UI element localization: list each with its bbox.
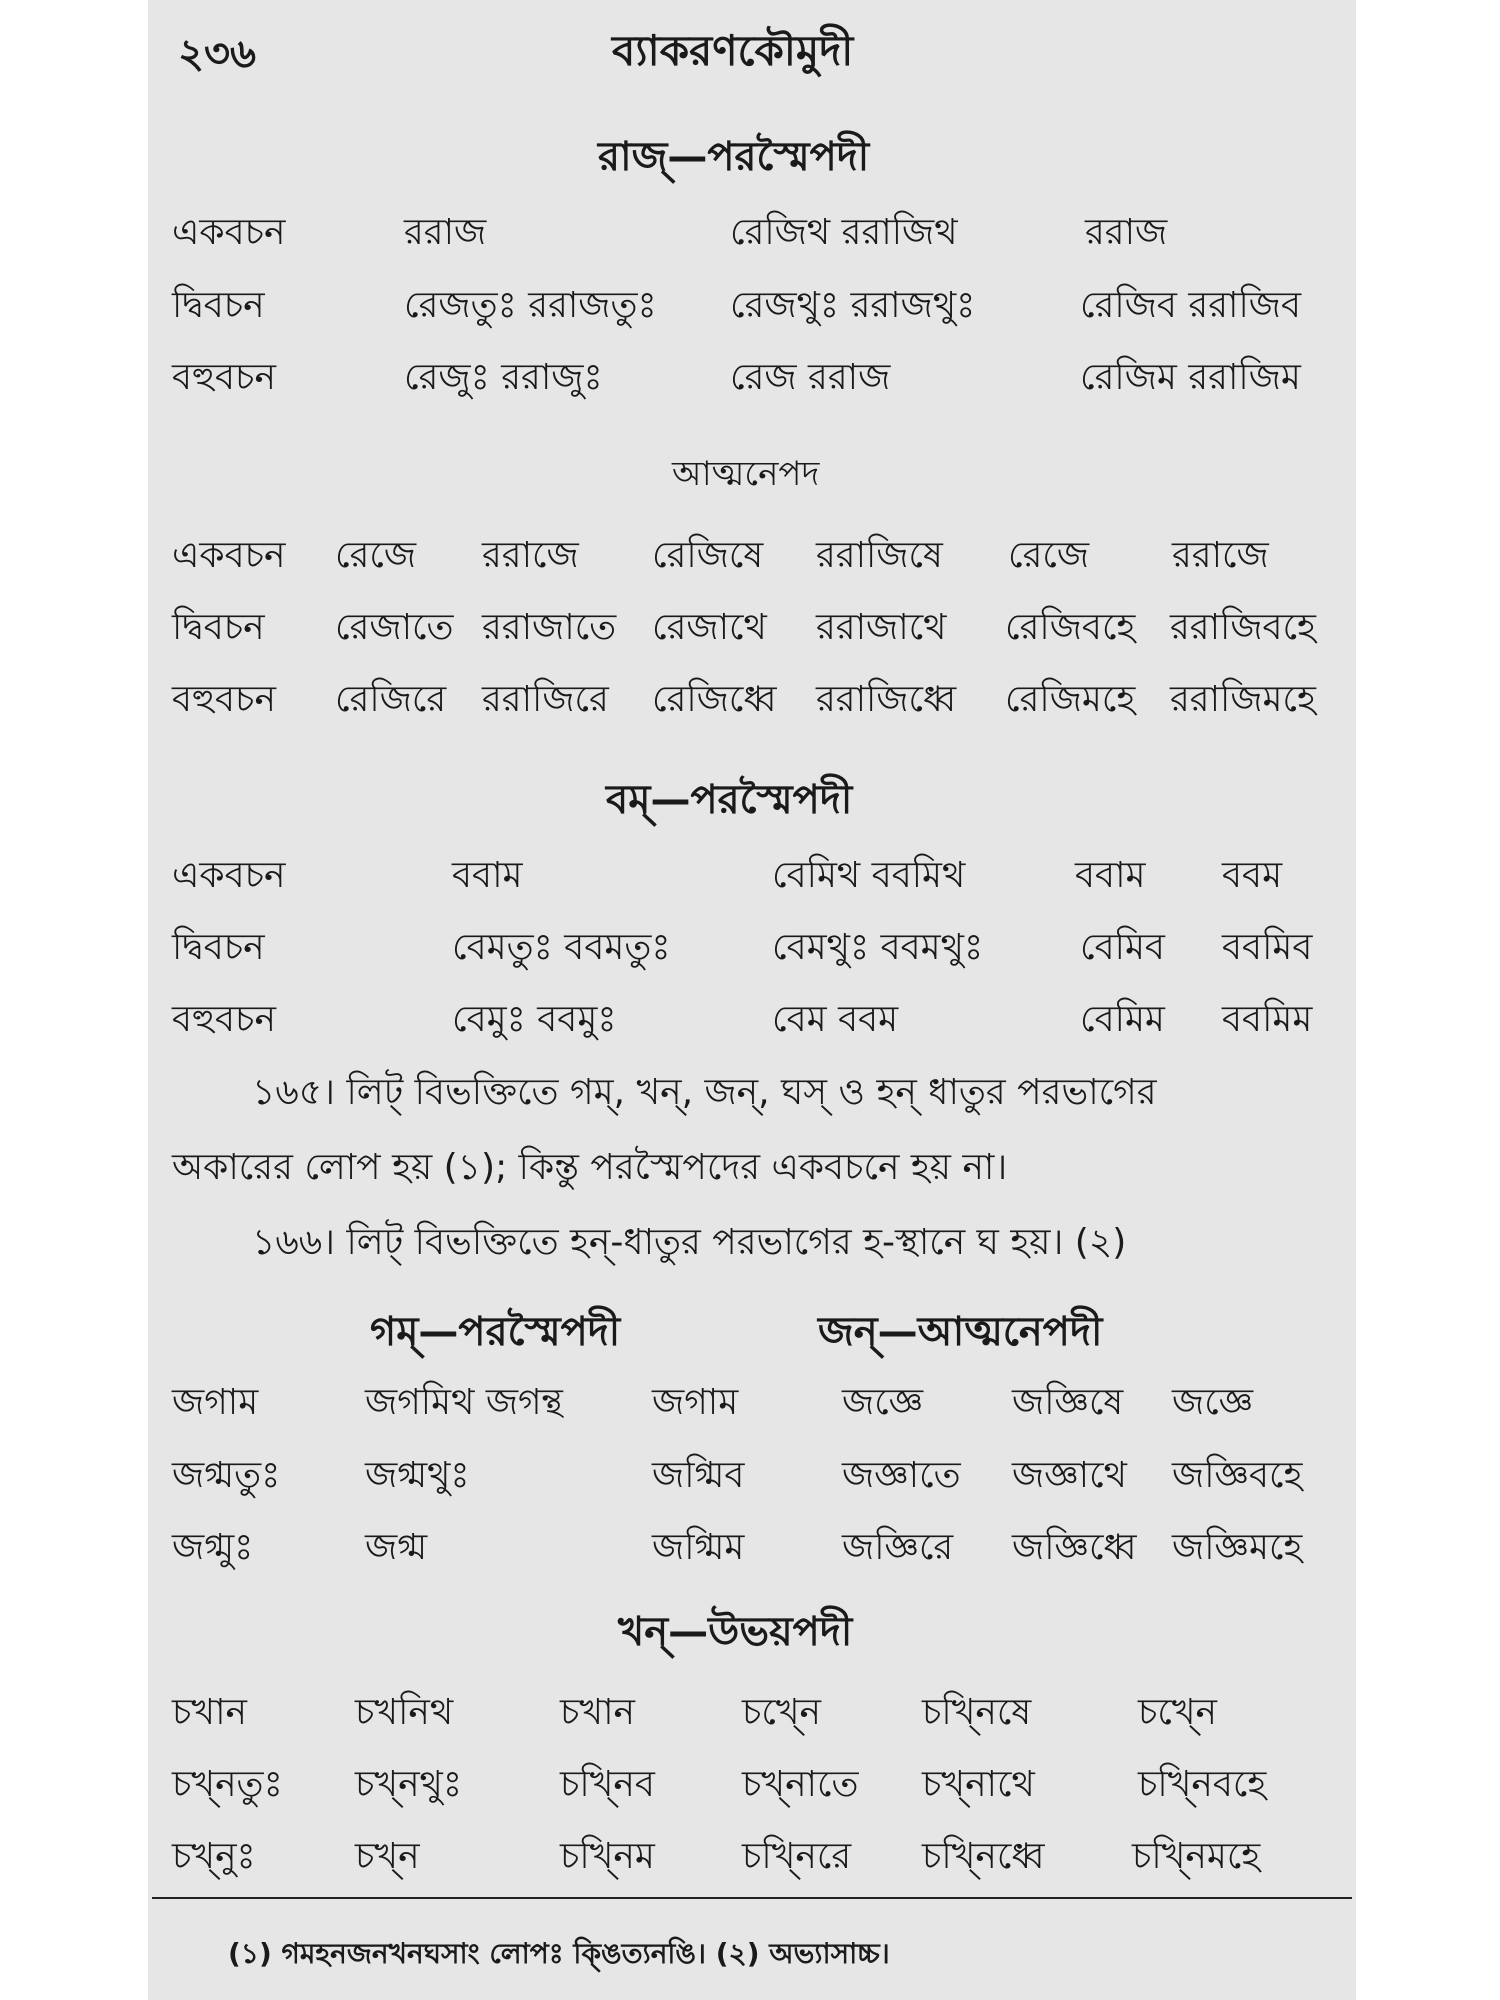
rule-165-line-1: ১৬৫। লিট্ বিভক্তিতে গম্, খন্, জন্, ঘস্ ও হন্ ধাতুর পরভাগের	[252, 1072, 1157, 1113]
conj-cell: রেজিথ ররাজিথ	[730, 212, 958, 253]
conj-cell: চখ্নে	[1138, 1692, 1218, 1733]
conj-cell: চখ্নিম	[560, 1836, 655, 1877]
conj-cell: ররাজিষে	[816, 535, 943, 576]
conj-cell: জগ্মথুঃ	[365, 1455, 470, 1496]
conj-cell: জগ্মিব	[652, 1455, 745, 1496]
conj-cell: রেজথুঃ ররাজথুঃ	[730, 285, 976, 326]
conj-cell: জজ্ঞিমহে	[1172, 1527, 1303, 1568]
conj-cell: রেজিব ররাজিব	[1080, 285, 1301, 326]
page-number: ২৩৬	[178, 31, 257, 77]
conj-cell: রেজে	[335, 535, 417, 576]
conj-cell: জগ্মতুঃ	[172, 1455, 281, 1496]
conj-cell: চখ্নে	[742, 1692, 822, 1733]
row-label: দ্বিবচন	[172, 927, 265, 968]
conj-cell: জজ্ঞিধ্বে	[1012, 1527, 1137, 1568]
conj-cell: বেমিম	[1080, 999, 1165, 1040]
conj-cell: জজ্ঞিষে	[1012, 1382, 1124, 1423]
section-title-jan-atmanepadi: জন্—আত্মনেপদী	[818, 1309, 1103, 1355]
conj-cell: চখান	[172, 1692, 247, 1733]
section-title-khan-ubhayapadi: খন্—উভয়পদী	[618, 1609, 853, 1655]
conj-cell: ররাজাতে	[482, 607, 617, 648]
row-label: বহুবচন	[172, 679, 276, 720]
conj-cell: চখ্নতুঃ	[172, 1764, 283, 1805]
conj-cell: জজ্ঞে	[1172, 1382, 1254, 1423]
conj-cell: রেজাতে	[335, 607, 454, 648]
conj-cell: ররাজিরে	[482, 679, 609, 720]
section-title-bam-parasmaipadi: বম্—পরস্মৈপদী	[606, 777, 853, 823]
conj-cell: চখ্নিরে	[742, 1836, 852, 1877]
conj-cell: রেজিবহে	[1005, 607, 1136, 648]
conj-cell: জগাম	[172, 1382, 259, 1423]
footnote: (১) গমহনজনখনঘসাং লোপঃ ক্ঙিত্যনঙি। (২) অভ্যাসাচ্চ।	[228, 1937, 890, 1970]
rule-166: ১৬৬। লিট্ বিভক্তিতে হন্-ধাতুর পরভাগের হ-স্থানে ঘ হয়। (২)	[252, 1222, 1127, 1263]
conj-cell: রেজ ররাজ	[730, 357, 891, 398]
conj-cell: বেমিথ ববমিথ	[772, 855, 966, 896]
conj-cell: জগ্ম	[365, 1527, 428, 1568]
conj-cell: ররাজ	[1085, 212, 1168, 253]
conj-cell: চখান	[560, 1692, 635, 1733]
conj-cell: চখ্নথুঃ	[355, 1764, 463, 1805]
conj-cell: ববম	[1222, 855, 1283, 896]
conj-cell: ববাম	[452, 855, 523, 896]
conj-cell: ববাম	[1075, 855, 1146, 896]
row-label: বহুবচন	[172, 999, 276, 1040]
running-head: ব্যাকরণকৌমুদী	[612, 26, 854, 75]
conj-cell: রেজিধ্বে	[652, 679, 777, 720]
conj-cell: চখ্নাথে	[922, 1764, 1035, 1805]
conj-cell: রেজিরে	[335, 679, 447, 720]
row-label: একবচন	[172, 535, 286, 576]
conj-cell: চখ্নিব	[560, 1764, 655, 1805]
conj-cell: চখ্নিবহে	[1138, 1764, 1267, 1805]
conj-cell: জগাম	[652, 1382, 739, 1423]
footnote-divider	[152, 1897, 1352, 1899]
conj-cell: জগমিথ জগন্থ	[365, 1382, 563, 1423]
conj-cell: ববমিম	[1222, 999, 1313, 1040]
conj-cell: রেজাথে	[652, 607, 767, 648]
conj-cell: চখ্নিধ্বে	[922, 1836, 1045, 1877]
row-label: একবচন	[172, 855, 286, 896]
conj-cell: ররাজিবহে	[1170, 607, 1316, 648]
conj-cell: রেজতুঃ ররাজতুঃ	[404, 285, 657, 326]
section-title-raj-parasmaipadi: রাজ্—পরস্মৈপদী	[598, 134, 870, 180]
conj-cell: রেজিষে	[652, 535, 764, 576]
conj-cell: রেজিমহে	[1005, 679, 1136, 720]
conj-cell: জজ্ঞে	[842, 1382, 924, 1423]
conj-cell: চখ্নুঃ	[172, 1836, 256, 1877]
conj-cell: ররাজে	[482, 535, 579, 576]
conj-cell: জজ্ঞাতে	[842, 1455, 961, 1496]
conj-cell: জগ্মিম	[652, 1527, 745, 1568]
row-label: একবচন	[172, 212, 286, 253]
conj-cell: বেম ববম	[772, 999, 899, 1040]
row-label: দ্বিবচন	[172, 607, 265, 648]
section-title-raj-atmanepada: আত্মনেপদ	[672, 454, 820, 494]
conj-cell: চখ্নাতে	[742, 1764, 859, 1805]
conj-cell: ররাজিধ্বে	[816, 679, 957, 720]
conj-cell: বেমতুঃ ববমতুঃ	[452, 927, 671, 968]
row-label: দ্বিবচন	[172, 285, 265, 326]
conj-cell: জগ্মুঃ	[172, 1527, 254, 1568]
conj-cell: রেজে	[1008, 535, 1090, 576]
conj-cell: রেজুঃ ররাজুঃ	[404, 357, 603, 398]
conj-cell: জজ্ঞিবহে	[1172, 1455, 1303, 1496]
conj-cell: রেজিম ররাজিম	[1080, 357, 1301, 398]
row-label: বহুবচন	[172, 357, 276, 398]
conj-cell: ররাজে	[1172, 535, 1269, 576]
conj-cell: জজ্ঞিরে	[842, 1527, 954, 1568]
conj-cell: চখ্ন	[355, 1836, 420, 1877]
conj-cell: চখনিথ	[355, 1692, 454, 1733]
conj-cell: ররাজ	[404, 212, 487, 253]
conj-cell: ববমিব	[1222, 927, 1313, 968]
rule-165-line-2: অকারের লোপ হয় (১); কিন্তু পরস্মৈপদের একবচনে হয় না।	[172, 1147, 1008, 1188]
conj-cell: চখ্নিষে	[922, 1692, 1032, 1733]
conj-cell: ররাজাথে	[816, 607, 947, 648]
section-title-gam-parasmaipadi: গম্—পরস্মৈপদী	[370, 1309, 621, 1355]
conj-cell: বেমথুঃ ববমথুঃ	[772, 927, 984, 968]
conj-cell: বেমিব	[1080, 927, 1165, 968]
conj-cell: চখ্নিমহে	[1132, 1836, 1261, 1877]
conj-cell: বেমুঃ ববমুঃ	[452, 999, 617, 1040]
conj-cell: ররাজিমহে	[1170, 679, 1316, 720]
conj-cell: জজ্ঞাথে	[1012, 1455, 1127, 1496]
